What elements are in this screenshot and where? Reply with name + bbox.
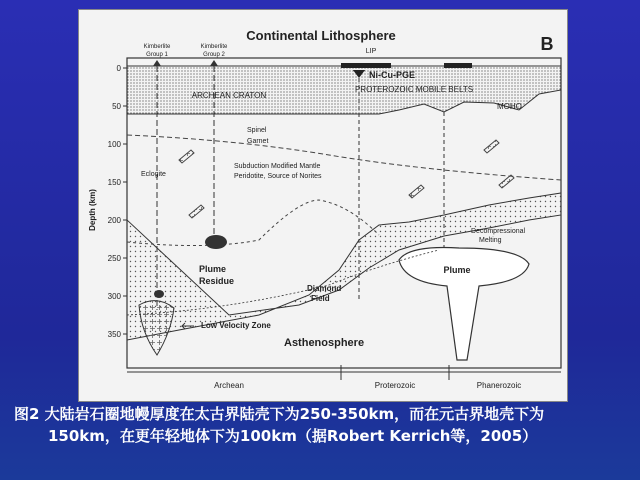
ni-cu-pge-label: Ni-Cu-PGE [369,70,415,80]
y-tick-label: 200 [107,216,121,225]
kimberlite-1-line: Kimberlite [143,44,171,50]
lithosphere-diagram [79,10,567,401]
kimberlite-2-source [205,235,227,249]
kimberlite-group-2-label [201,44,228,58]
moho-label: MOHO [497,102,522,111]
figure-panel [78,9,568,402]
subduction-label-1: Subduction Modified Mantle [234,163,321,170]
kimberlite-group-1-label [144,44,171,58]
y-tick-label: 0 [116,64,121,73]
kimberlite-2-line: Group 2 [203,52,225,58]
panel-letter: B [540,34,554,54]
plume-residue-label-1: Plume [199,264,227,274]
plume-label: Plume [443,265,471,275]
y-tick-label: 50 [112,102,121,111]
kimberlite-2-marker [210,60,218,66]
kimberlite-1-small-source [154,290,164,298]
phanerozoic-age-label: Phanerozoic [476,381,522,390]
y-tick-label: 300 [107,292,121,301]
plume-residue-label-2: Residue [199,276,235,286]
subduction-label-2: Peridotite, Source of Norites [234,173,322,180]
eclogite-body [139,301,174,355]
asthenosphere-label: Asthenosphere [284,337,365,349]
dome-dashed [127,200,379,246]
y-tick-label: 350 [107,330,121,339]
caption-line-1: 图2 大陆岩石圈地幔厚度在太古界陆壳下为250-350km，而在元古界地壳下为 [14,405,545,423]
kimberlite-1-line: Group 1 [146,52,168,58]
archean-craton-label: ARCHEAN CRATON [191,91,267,100]
spinel-label: Spinel [247,127,267,134]
lip-cap-1 [341,63,391,68]
archean-age-label: Archean [214,381,244,390]
low-velocity-label: Low Velocity Zone [201,321,271,330]
eclogite-label: Eclogite [141,171,166,178]
y-axis-label: Depth (km) [88,189,97,231]
y-tick-label: 250 [107,254,121,263]
kimberlite-1-marker [153,60,161,66]
proterozoic-age-label: Proterozoic [374,381,416,390]
y-axis-ticks [108,64,127,339]
decompressional-label-1: Decompressional [471,228,526,235]
diagram-title: Continental Lithosphere [246,28,396,43]
decompressional-label-2: Melting [479,237,502,244]
lip-cap-2 [444,63,472,68]
kimberlite-2-line: Kimberlite [200,44,228,50]
lip-label: LIP [365,48,377,55]
slab-arrows [179,140,514,218]
y-tick-label: 150 [107,178,121,187]
crust-band [127,66,561,114]
diamond-field-label-1: Diamond [307,284,342,293]
diamond-field-label-2: Field [311,294,330,303]
caption-line-2: 150km，在更年轻地体下为100km（据Robert Kerrich等，2005） [48,427,538,445]
y-tick-label: 100 [107,140,121,149]
garnet-label: Garnet [247,138,269,145]
proterozoic-belts-label: PROTEROZOIC MOBILE BELTS [354,85,474,94]
